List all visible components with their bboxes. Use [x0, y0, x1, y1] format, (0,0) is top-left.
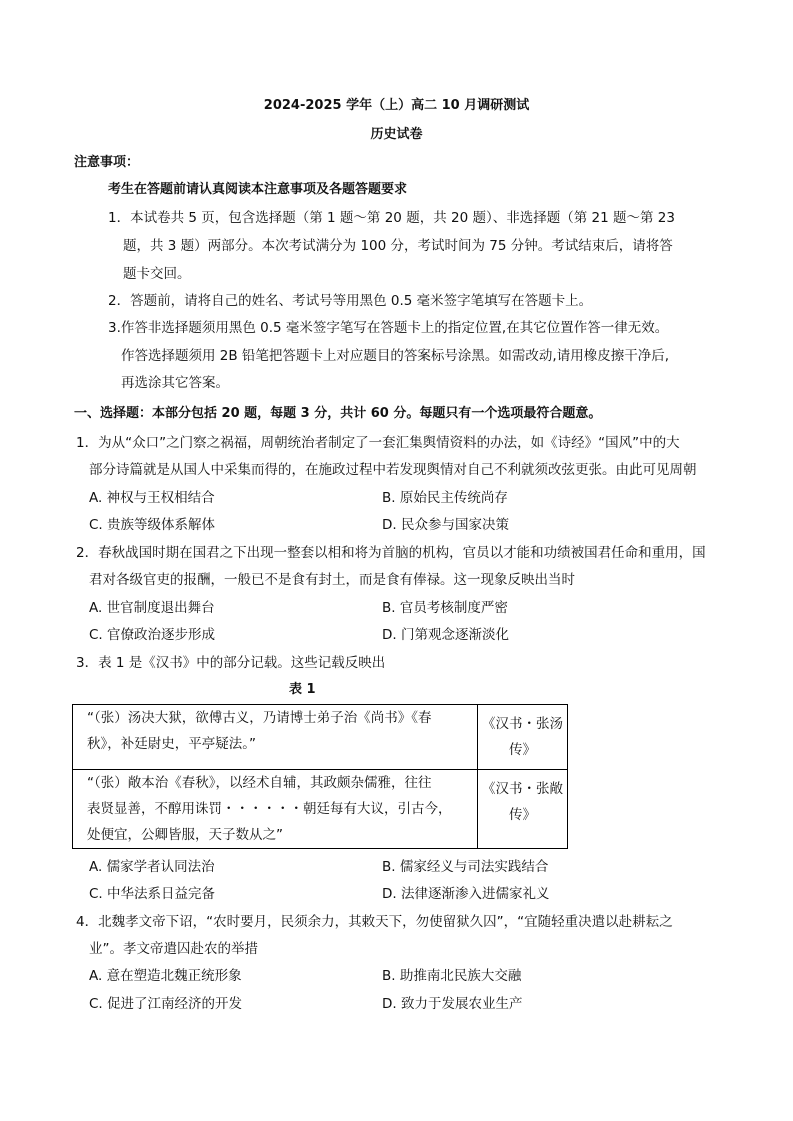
quote-line: “（张）敞本治《春秋》，以经术自辅，其政颇杂儒雅，往往	[87, 775, 432, 791]
quote-line: 秋》，补廷尉史，平亭疑法。”	[87, 736, 256, 752]
source-line: 《汉书・张汤	[482, 716, 563, 732]
question-1-option-c: C. 贵族等级体系解体	[89, 517, 216, 533]
table-row	[73, 770, 568, 849]
table-caption: 表 1	[289, 682, 316, 697]
exam-title: 2024-2025 学年（上）高二 10 月调研测试	[263, 98, 530, 113]
quote-line: “（张）汤决大狱，欲傅古义，乃请博士弟子治《尚书》《春	[87, 710, 432, 726]
source-table	[72, 704, 568, 849]
notice-item-1-line-1: 1．本试卷共 5 页，包含选择题（第 1 题～第 20 题，共 20 题）、非选择题（第 21 题～第 23	[108, 210, 675, 226]
source-line: 传》	[509, 807, 536, 823]
notice-item-1-line-3: 题卡交回。	[123, 266, 191, 282]
source-line: 传》	[509, 742, 536, 758]
question-2-option-c: C. 官僚政治逐步形成	[89, 627, 216, 643]
question-3-option-a: A. 儒家学者认同法治	[89, 859, 215, 875]
table-cell-source	[478, 705, 568, 770]
question-4-stem-line-2: 业”。孝文帝遣囚赴农的举措	[89, 941, 258, 957]
question-4-option-b: B. 助推南北民族大交融	[382, 968, 522, 984]
question-3-option-c: C. 中华法系日益完备	[89, 886, 216, 902]
question-2-stem-line-1: 2．春秋战国时期在国君之下出现一整套以相和将为首脑的机构，官员以才能和功绩被国君任命和重用，国	[76, 545, 706, 561]
notice-item-2: 2．答题前，请将自己的姓名、考试号等用黑色 0.5 毫米签字笔填写在答题卡上。	[108, 293, 593, 309]
quote-line: 表贤显善，不醇用诛罚・・・・・・朝廷每有大议，引古今，	[87, 801, 452, 817]
question-2-option-b: B. 官员考核制度严密	[382, 600, 508, 616]
question-3-stem: 3．表 1 是《汉书》中的部分记载。这些记载反映出	[76, 655, 386, 671]
question-2-option-a: A. 世官制度退出舞台	[89, 600, 215, 616]
question-1-stem-line-1: 1．为从“众口”之门察之祸福，周朝统治者制定了一套汇集舆情资料的办法，如《诗经》“国风”中的大	[76, 435, 680, 451]
section-heading: 一、选择题：本部分包括 20 题，每题 3 分，共计 60 分。每题只有一个选项最符合题意。	[74, 406, 602, 421]
question-4-stem-line-1: 4．北魏孝文帝下诏，“农时要月，民须余力，其敕天下，勿使留狱久囚”，“宜随轻重决遣以赴耕耘之	[76, 914, 673, 930]
notice-item-3-line-1: 3.作答非选择题须用黑色 0.5 毫米签字笔写在答题卡上的指定位置,在其它位置作答一律无效。	[108, 320, 669, 336]
question-2-stem-line-2: 君对各级官吏的报酬，一般已不是食有封土，而是食有俸禄。这一现象反映出当时	[89, 572, 575, 588]
notice-item-3-line-2: 作答选择题须用 2B 铅笔把答题卡上对应题目的答案标号涂黑。如需改动,请用橡皮擦干净后,	[121, 348, 670, 364]
table-cell-quote	[73, 705, 478, 770]
question-3-option-b: B. 儒家经义与司法实践结合	[382, 859, 549, 875]
question-1-option-d: D. 民众参与国家决策	[382, 517, 509, 533]
exam-subtitle: 历史试卷	[370, 127, 423, 142]
question-1-option-a: A. 神权与王权相结合	[89, 490, 215, 506]
question-4-option-a: A. 意在塑造北魏正统形象	[89, 968, 242, 984]
notice-intro: 考生在答题前请认真阅读本注意事项及各题答题要求	[108, 182, 408, 197]
question-4-option-c: C. 促进了江南经济的开发	[89, 996, 243, 1012]
notice-heading: 注意事项：	[74, 155, 140, 170]
notice-item-1-line-2: 题，共 3 题）两部分。本次考试满分为 100 分，考试时间为 75 分钟。考试结束后，请将答	[123, 238, 673, 254]
question-3-option-d: D. 法律逐渐渗入进儒家礼义	[382, 886, 550, 902]
table-row	[73, 705, 568, 770]
question-2-option-d: D. 门第观念逐渐淡化	[382, 627, 509, 643]
source-line: 《汉书・张敞	[482, 781, 563, 797]
table-cell-quote	[73, 770, 478, 849]
notice-item-3-line-3: 再选涂其它答案。	[121, 375, 229, 391]
quote-line: 处便宜，公卿皆服，天子数从之”	[87, 827, 283, 843]
table-cell-source	[478, 770, 568, 849]
question-4-option-d: D. 致力于发展农业生产	[382, 996, 523, 1012]
question-1-option-b: B. 原始民主传统尚存	[382, 490, 508, 506]
question-1-stem-line-2: 部分诗篇就是从国人中采集而得的，在施政过程中若发现舆情对自己不利就须改弦更张。由此可见周朝	[89, 462, 697, 478]
